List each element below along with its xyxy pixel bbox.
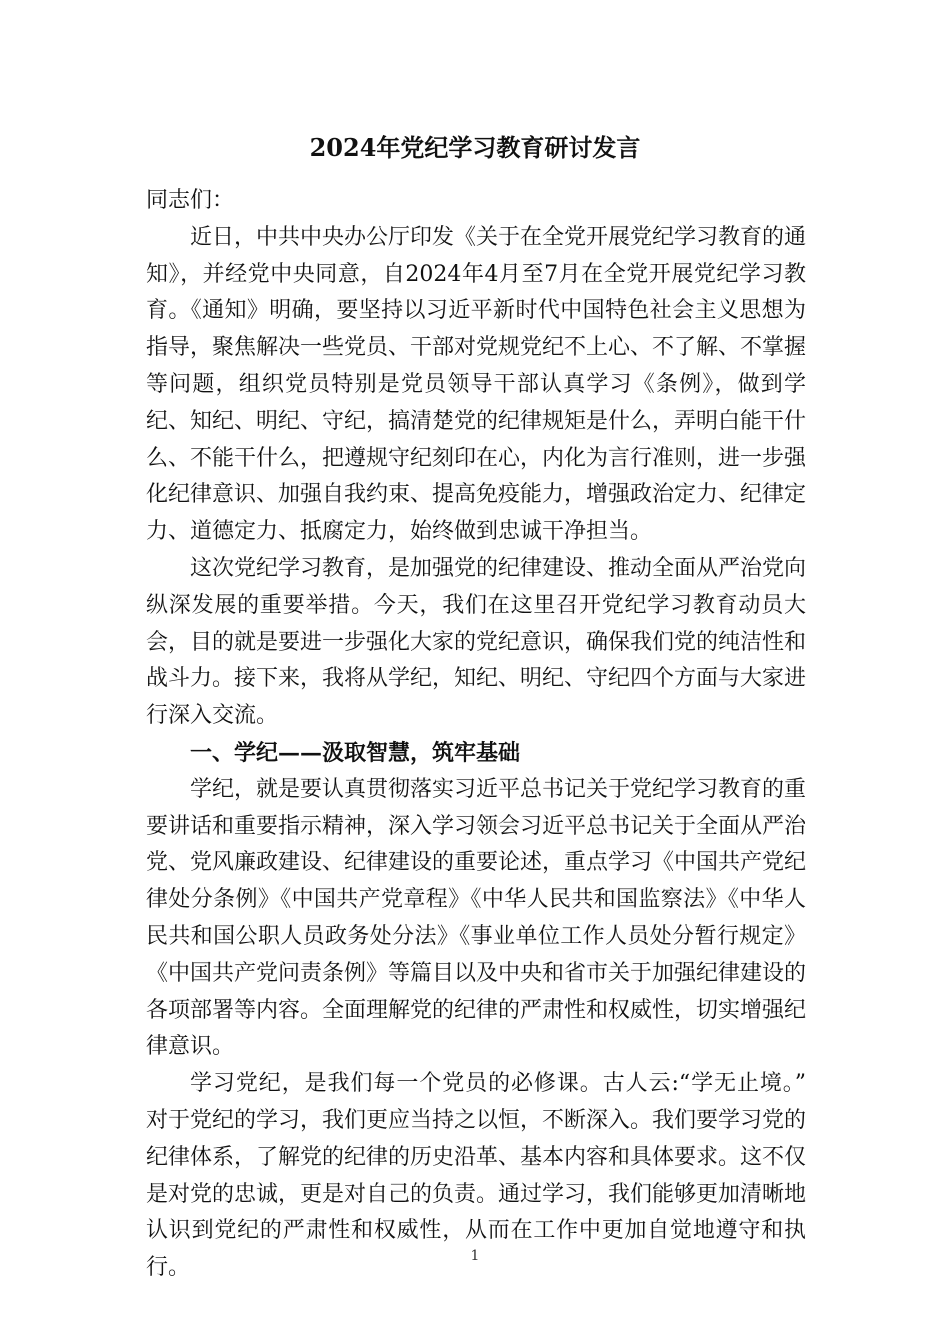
page-number: 1 xyxy=(470,1248,480,1264)
salutation: 同志们： xyxy=(146,188,235,213)
paragraph: 近日，中共中央办公厅印发《关于在全党开展党纪学习教育的通知》，并经党中央同意，自2024年4月至7月在全党开展党纪学习教育。《通知》明确，要坚持以习近平新时代中国特色社会主义思想为指导，聚焦解决一些党员、干部对党规党纪不上心、不了解、不掌握等问题，组织党员特别是党员领导干部认真学习《条例》，做到学纪、知纪、明纪、守纪，搞清楚党的纪律规矩是什么，弄明白能干什么、不能干什么，把遵规守纪刻印在心，内化为言行准则，进一步强化纪律意识、加强自我约束、提高免疫能力，增强政治定力、纪律定力、道德定力、抵腐定力，始终做到忠诚干净担当。 xyxy=(146,224,807,545)
paragraph: 这次党纪学习教育，是加强党的纪律建设、推动全面从严治党向纵深发展的重要举措。今天，我们在这里召开党纪学习教育动员大会，目的就是要进一步强化大家的党纪意识，确保我们党的纯洁性和战斗力。接下来，我将从学纪，知纪、明纪、守纪四个方面与大家进行深入交流。 xyxy=(146,555,807,729)
paragraph: 学纪，就是要认真贯彻落实习近平总书记关于党纪学习教育的重要讲话和重要指示精神，深入学习领会习近平总书记关于全面从严治党、党风廉政建设、纪律建设的重要论述，重点学习《中国共产党纪律处分条例》《中国共产党章程》《中华人民共和国监察法》《中华人民共和国公职人员政务处分法》《事业单位工作人员处分暂行规定》《中国共产党问责条例》等篇目以及中央和省市关于加强纪律建设的各项部署等内容。全面理解党的纪律的严肃性和权威性，切实增强纪律意识。 xyxy=(146,776,807,1060)
document-title: 2024年党纪学习教育研讨发言 xyxy=(309,133,641,162)
section-heading: 一、学纪——汲取智慧，筑牢基础 xyxy=(190,739,521,766)
document-body xyxy=(146,183,806,1287)
paragraph: 学习党纪，是我们每一个党员的必修课。古人云:“学无止境。” 对于党纪的学习，我们更应当持之以恒，不断深入。我们要学习党的纪律体系，了解党的纪律的历史沿革、基本内容和具体要求。这不仅是对党的忠诚，更是对自己的负责。通过学习，我们能够更加清晰地认识到党纪的严肃性和权威性，从而在工作中更加自觉地遵守和执行。 xyxy=(146,1071,807,1281)
